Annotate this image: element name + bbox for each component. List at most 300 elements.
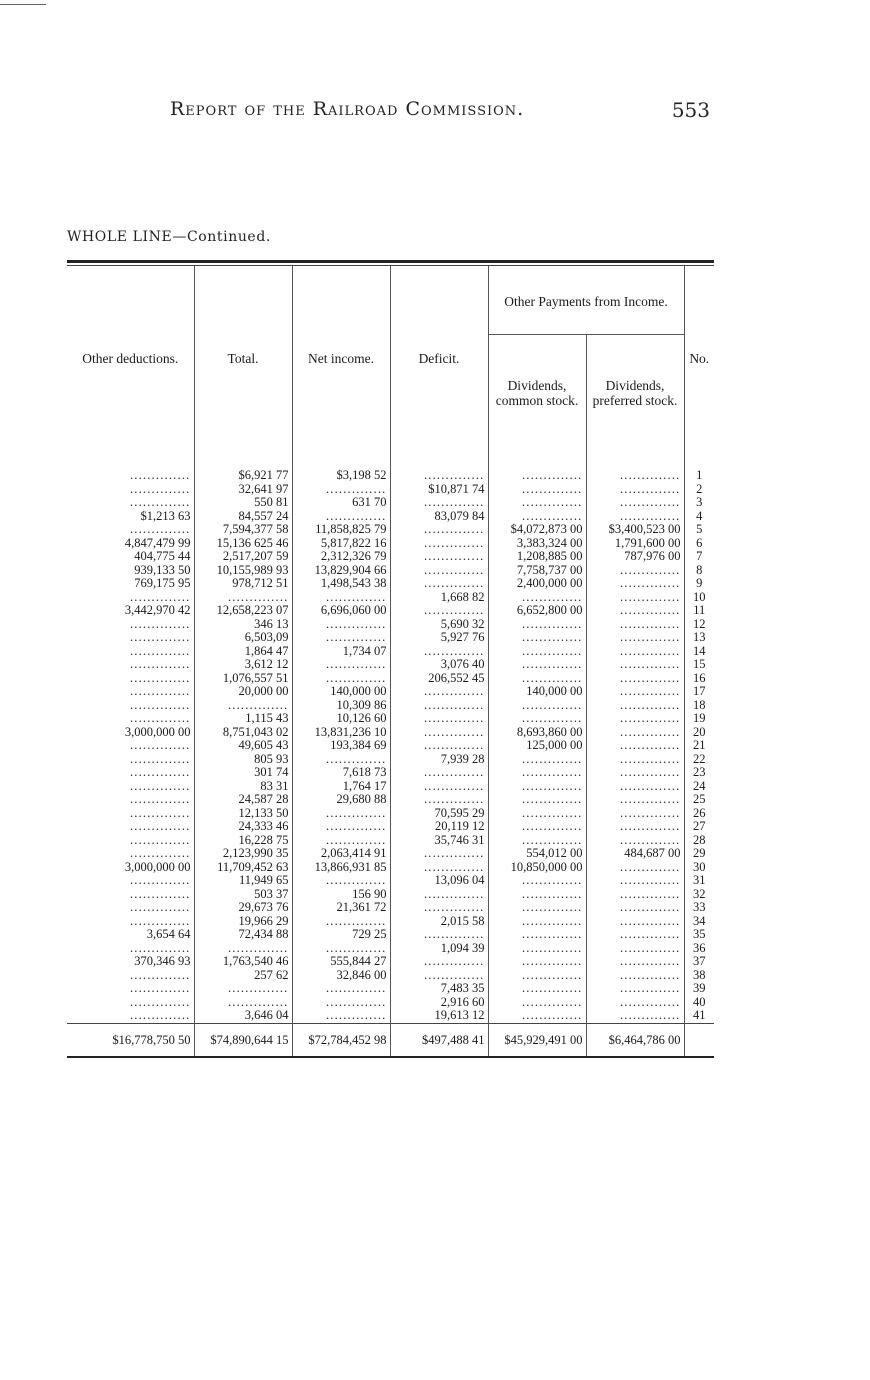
table-row xyxy=(67,780,714,794)
cell-net-income xyxy=(292,807,390,821)
cell-other-deductions xyxy=(67,451,194,483)
cell-total: 32,641 97 xyxy=(194,483,292,497)
cell-deficit xyxy=(390,739,488,753)
table-row xyxy=(67,834,714,848)
cell-total: 3,612 12 xyxy=(194,658,292,672)
header-total: Total. xyxy=(194,266,292,451)
cell-deficit xyxy=(390,604,488,618)
cell-other-deductions: 769,175 95 xyxy=(67,577,194,591)
page-number: 553 xyxy=(671,98,710,122)
cell-dividends-common: 1,208,885 00 xyxy=(488,550,586,564)
leader-dots: .............. xyxy=(619,590,681,604)
header-dividends-common: Dividends, common stock. xyxy=(488,335,586,452)
cell-deficit xyxy=(390,550,488,564)
cell-other-deductions xyxy=(67,1009,194,1023)
cell-other-deductions xyxy=(67,685,194,699)
cell-deficit: 2,916 60 xyxy=(390,996,488,1010)
cell-no: 5 xyxy=(696,523,703,536)
leader-dots: .............. xyxy=(619,806,681,820)
leader-dots: .............. xyxy=(619,820,681,833)
cell-dividends-common: 554,012 00 xyxy=(488,847,586,861)
cell-dividends-preferred xyxy=(586,510,684,524)
leader-dots: .............. xyxy=(129,779,191,793)
table-row xyxy=(67,1009,714,1023)
cell-deficit xyxy=(390,451,488,483)
cell-dividends-preferred xyxy=(586,645,684,659)
leader-dots: .............. xyxy=(129,468,191,482)
cell-total: 6,503,09 xyxy=(194,631,292,645)
leader-dots: .............. xyxy=(325,617,387,631)
cell-net-income: 13,831,236 10 xyxy=(292,726,390,740)
cell-dividends-common xyxy=(488,618,586,632)
cell-net-income xyxy=(292,658,390,672)
cell-no: 21 xyxy=(693,739,706,752)
leader-dots: .............. xyxy=(521,631,583,644)
cell-deficit xyxy=(390,955,488,969)
leader-dots: .............. xyxy=(423,860,485,874)
cell-no: 17 xyxy=(693,685,706,698)
cell-dividends-preferred xyxy=(586,996,684,1010)
cell-no: 40 xyxy=(693,995,706,1009)
total-dividends-preferred: $6,464,786 00 xyxy=(586,1023,684,1056)
cell-total: 15,136 625 46 xyxy=(194,537,292,551)
cell-dividends-common xyxy=(488,712,586,726)
cell-no: 16 xyxy=(693,671,706,685)
cell-total: 7,594,377 58 xyxy=(194,523,292,537)
cell-total xyxy=(194,699,292,713)
leader-dots: .............. xyxy=(423,536,485,550)
leader-dots: .............. xyxy=(129,847,191,860)
cell-dividends-common xyxy=(488,780,586,794)
cell-net-income: 5,817,822 16 xyxy=(292,537,390,551)
cell-dividends-preferred xyxy=(586,685,684,699)
cell-deficit: 206,552 45 xyxy=(390,672,488,686)
leader-dots: .............. xyxy=(129,685,191,698)
cell-net-income: 2,312,326 79 xyxy=(292,550,390,564)
cell-total: 12,133 50 xyxy=(194,807,292,821)
cell-total: 3,646 04 xyxy=(194,1009,292,1023)
cell-deficit xyxy=(390,496,488,510)
leader-dots: .............. xyxy=(619,779,681,793)
cell-other-deductions: 3,654 64 xyxy=(67,928,194,942)
table-row xyxy=(67,928,714,942)
cell-deficit: 7,939 28 xyxy=(390,753,488,767)
header-dividends-preferred: Dividends, preferred stock. xyxy=(586,335,684,452)
table-row xyxy=(67,861,714,875)
cell-total: 11,709,452 63 xyxy=(194,861,292,875)
cell-no: 14 xyxy=(693,644,706,658)
leader-dots: .............. xyxy=(325,820,387,833)
cell-dividends-common xyxy=(488,834,586,848)
cell-no: 24 xyxy=(693,779,706,793)
leader-dots: .............. xyxy=(521,901,583,914)
table-row xyxy=(67,631,714,645)
cell-total: 1,115 43 xyxy=(194,712,292,726)
cell-deficit xyxy=(390,712,488,726)
cell-net-income xyxy=(292,982,390,996)
table-row xyxy=(67,982,714,996)
cell-other-deductions xyxy=(67,739,194,753)
leader-dots: .............. xyxy=(129,631,191,644)
leader-dots: .............. xyxy=(325,982,387,995)
cell-dividends-preferred xyxy=(586,591,684,605)
table-row xyxy=(67,496,714,510)
cell-no: 33 xyxy=(693,901,706,914)
leader-dots: .............. xyxy=(423,604,485,617)
cell-dividends-common: 8,693,860 00 xyxy=(488,726,586,740)
leader-dots: .............. xyxy=(521,617,583,631)
cell-net-income: 7,618 73 xyxy=(292,766,390,780)
leader-dots: .............. xyxy=(423,847,485,860)
cell-other-deductions xyxy=(67,699,194,713)
leader-dots: .............. xyxy=(129,739,191,752)
total-deficit: $497,488 41 xyxy=(390,1023,488,1056)
leader-dots: .............. xyxy=(423,725,485,739)
total-dividends-common: $45,929,491 00 xyxy=(488,1023,586,1056)
cell-dividends-preferred xyxy=(586,807,684,821)
cell-net-income: 13,866,931 85 xyxy=(292,861,390,875)
table-row xyxy=(67,739,714,753)
table-row xyxy=(67,996,714,1010)
leader-dots: .............. xyxy=(619,577,681,590)
cell-deficit xyxy=(390,969,488,983)
leader-dots: .............. xyxy=(521,779,583,793)
leader-dots: .............. xyxy=(129,617,191,631)
leader-dots: .............. xyxy=(619,833,681,847)
leader-dots: .............. xyxy=(619,671,681,685)
leader-dots: .............. xyxy=(129,793,191,806)
cell-total: 12,658,223 07 xyxy=(194,604,292,618)
cell-no: 25 xyxy=(693,793,706,806)
cell-deficit: 1,094 39 xyxy=(390,942,488,956)
cell-no: 4 xyxy=(696,509,703,523)
cell-dividends-common xyxy=(488,807,586,821)
leader-dots: .............. xyxy=(521,914,583,928)
cell-no: 28 xyxy=(693,833,706,847)
table-row xyxy=(67,658,714,672)
cell-dividends-preferred xyxy=(586,1009,684,1023)
table-row xyxy=(67,753,714,767)
leader-dots: .............. xyxy=(423,968,485,982)
leader-dots: .............. xyxy=(619,482,681,496)
leader-dots: .............. xyxy=(619,982,681,995)
cell-net-income xyxy=(292,483,390,497)
cell-no: 19 xyxy=(693,712,706,725)
cell-no: 39 xyxy=(693,982,706,995)
cell-total: 83 31 xyxy=(194,780,292,794)
cell-other-deductions xyxy=(67,591,194,605)
leader-dots: .............. xyxy=(325,658,387,671)
cell-total: 805 93 xyxy=(194,753,292,767)
cell-no: 20 xyxy=(693,725,706,739)
leader-dots: .............. xyxy=(619,752,681,766)
cell-dividends-preferred xyxy=(586,780,684,794)
cell-net-income: 140,000 00 xyxy=(292,685,390,699)
cell-other-deductions xyxy=(67,820,194,834)
leader-dots: .............. xyxy=(129,644,191,658)
cell-total xyxy=(194,942,292,956)
leader-dots: .............. xyxy=(619,658,681,671)
leader-dots: .............. xyxy=(325,995,387,1009)
cell-dividends-preferred xyxy=(586,564,684,578)
cell-no: 1 xyxy=(696,468,703,482)
cell-dividends-common xyxy=(488,483,586,497)
leader-dots: .............. xyxy=(521,995,583,1009)
cell-dividends-preferred xyxy=(586,753,684,767)
cell-deficit xyxy=(390,847,488,861)
cell-dividends-preferred: 484,687 00 xyxy=(586,847,684,861)
cell-other-deductions: 4,847,479 99 xyxy=(67,537,194,551)
cell-other-deductions xyxy=(67,645,194,659)
cell-deficit xyxy=(390,645,488,659)
cell-total xyxy=(194,996,292,1010)
table-row xyxy=(67,685,714,699)
cell-total: 20,000 00 xyxy=(194,685,292,699)
table-body xyxy=(67,451,714,1023)
cell-dividends-common xyxy=(488,672,586,686)
cell-net-income xyxy=(292,510,390,524)
leader-dots: .............. xyxy=(521,968,583,982)
cell-total: 24,333 46 xyxy=(194,820,292,834)
cell-total: 19,966 29 xyxy=(194,915,292,929)
table-row xyxy=(67,451,714,483)
cell-dividends-common xyxy=(488,658,586,672)
cell-deficit xyxy=(390,537,488,551)
cell-dividends-preferred: 1,791,600 00 xyxy=(586,537,684,551)
leader-dots: .............. xyxy=(619,887,681,901)
cell-net-income: 6,696,060 00 xyxy=(292,604,390,618)
cell-net-income: 1,734 07 xyxy=(292,645,390,659)
cell-no: 11 xyxy=(693,604,706,617)
cell-deficit: 1,668 82 xyxy=(390,591,488,605)
leader-dots: .............. xyxy=(129,658,191,671)
cell-other-deductions xyxy=(67,523,194,537)
cell-other-deductions: 3,000,000 00 xyxy=(67,861,194,875)
cell-deficit xyxy=(390,793,488,807)
cell-total: 1,864 47 xyxy=(194,645,292,659)
cell-deficit xyxy=(390,685,488,699)
cell-total: 2,517,207 59 xyxy=(194,550,292,564)
header-no: No. xyxy=(689,351,710,366)
leader-dots: .............. xyxy=(325,874,387,887)
leader-dots: .............. xyxy=(423,955,485,968)
cell-no: 12 xyxy=(693,617,706,631)
leader-dots: .............. xyxy=(227,941,289,955)
cell-dividends-preferred xyxy=(586,604,684,618)
cell-no: 31 xyxy=(693,874,706,887)
leader-dots: .............. xyxy=(619,468,681,482)
cell-total: 2,123,990 35 xyxy=(194,847,292,861)
leader-dots: .............. xyxy=(129,766,191,779)
cell-dividends-common: 140,000 00 xyxy=(488,685,586,699)
cell-other-deductions xyxy=(67,496,194,510)
leader-dots: .............. xyxy=(129,833,191,847)
cell-net-income xyxy=(292,996,390,1010)
cell-dividends-common xyxy=(488,982,586,996)
cell-other-deductions xyxy=(67,807,194,821)
cell-deficit: 13,096 04 xyxy=(390,874,488,888)
cell-net-income xyxy=(292,753,390,767)
cell-dividends-preferred: $3,400,523 00 xyxy=(586,523,684,537)
cell-dividends-preferred xyxy=(586,712,684,726)
cell-net-income xyxy=(292,834,390,848)
table-row xyxy=(67,942,714,956)
cell-no: 36 xyxy=(693,941,706,955)
cell-other-deductions xyxy=(67,901,194,915)
leader-dots: .............. xyxy=(423,550,485,563)
leader-dots: .............. xyxy=(619,712,681,725)
leader-dots: .............. xyxy=(619,604,681,617)
cell-no: 27 xyxy=(693,820,706,833)
cell-no: 37 xyxy=(693,955,706,968)
leader-dots: .............. xyxy=(423,644,485,658)
table-row xyxy=(67,618,714,632)
leader-dots: .............. xyxy=(619,901,681,914)
leader-dots: .............. xyxy=(521,644,583,658)
cell-no: 13 xyxy=(693,631,706,644)
leader-dots: .............. xyxy=(521,955,583,968)
cell-dividends-common xyxy=(488,820,586,834)
leader-dots: .............. xyxy=(619,698,681,712)
leader-dots: .............. xyxy=(619,617,681,631)
cell-dividends-preferred xyxy=(586,888,684,902)
cell-deficit: 5,927 76 xyxy=(390,631,488,645)
cell-other-deductions xyxy=(67,874,194,888)
table-row xyxy=(67,793,714,807)
cell-no: 7 xyxy=(696,550,703,563)
cell-total: 10,155,989 93 xyxy=(194,564,292,578)
cell-dividends-common xyxy=(488,874,586,888)
cell-total: 1,076,557 51 xyxy=(194,672,292,686)
leader-dots: .............. xyxy=(129,496,191,509)
cell-other-deductions xyxy=(67,888,194,902)
leader-dots: .............. xyxy=(521,766,583,779)
table-top-rule xyxy=(67,260,714,263)
cell-dividends-preferred xyxy=(586,915,684,929)
cell-dividends-preferred xyxy=(586,901,684,915)
leader-dots: .............. xyxy=(129,820,191,833)
leader-dots: .............. xyxy=(619,1009,681,1022)
cell-dividends-common: 3,383,324 00 xyxy=(488,537,586,551)
cell-dividends-common xyxy=(488,631,586,645)
table-row xyxy=(67,577,714,591)
cell-net-income xyxy=(292,1009,390,1023)
cell-other-deductions xyxy=(67,658,194,672)
cell-total: 11,949 65 xyxy=(194,874,292,888)
cell-other-deductions xyxy=(67,672,194,686)
leader-dots: .............. xyxy=(521,833,583,847)
cell-dividends-preferred xyxy=(586,658,684,672)
leader-dots: .............. xyxy=(521,590,583,604)
leader-dots: .............. xyxy=(129,968,191,982)
cell-dividends-preferred xyxy=(586,820,684,834)
cell-total: 257 62 xyxy=(194,969,292,983)
leader-dots: .............. xyxy=(227,982,289,995)
leader-dots: .............. xyxy=(129,712,191,725)
income-table xyxy=(67,266,714,1056)
cell-total: 1,763,540 46 xyxy=(194,955,292,969)
table-row xyxy=(67,820,714,834)
table-row xyxy=(67,483,714,497)
cell-dividends-preferred xyxy=(586,631,684,645)
cell-deficit xyxy=(390,699,488,713)
cell-deficit: 3,076 40 xyxy=(390,658,488,672)
cell-total xyxy=(194,982,292,996)
cell-net-income xyxy=(292,631,390,645)
cell-dividends-common xyxy=(488,901,586,915)
cell-dividends-common xyxy=(488,996,586,1010)
cell-other-deductions xyxy=(67,712,194,726)
leader-dots: .............. xyxy=(423,739,485,752)
cell-dividends-common xyxy=(488,645,586,659)
cell-no: 34 xyxy=(693,914,706,928)
cell-deficit: 2,015 58 xyxy=(390,915,488,929)
cell-deficit: 20,119 12 xyxy=(390,820,488,834)
cell-deficit: 35,746 31 xyxy=(390,834,488,848)
cell-dividends-preferred xyxy=(586,955,684,969)
table-row xyxy=(67,955,714,969)
running-head xyxy=(170,98,710,120)
table-row xyxy=(67,564,714,578)
leader-dots: .............. xyxy=(423,685,485,698)
leader-dots: .............. xyxy=(129,806,191,820)
leader-dots: .............. xyxy=(423,577,485,590)
leader-dots: .............. xyxy=(521,1009,583,1022)
cell-dividends-preferred xyxy=(586,726,684,740)
leader-dots: .............. xyxy=(129,901,191,914)
table-row xyxy=(67,672,714,686)
leader-dots: .............. xyxy=(521,941,583,955)
cell-net-income: 555,844 27 xyxy=(292,955,390,969)
cell-net-income: 1,764 17 xyxy=(292,780,390,794)
cell-no: 30 xyxy=(693,860,706,874)
cell-dividends-common xyxy=(488,969,586,983)
table-row xyxy=(67,726,714,740)
cell-deficit: 7,483 35 xyxy=(390,982,488,996)
cell-other-deductions xyxy=(67,793,194,807)
leader-dots: .............. xyxy=(129,523,191,536)
leader-dots: .............. xyxy=(227,698,289,712)
leader-dots: .............. xyxy=(521,874,583,887)
table-row xyxy=(67,901,714,915)
cell-other-deductions xyxy=(67,618,194,632)
leader-dots: .............. xyxy=(129,671,191,685)
cell-no: 18 xyxy=(693,698,706,712)
leader-dots: .............. xyxy=(423,793,485,806)
cell-deficit: 5,690 32 xyxy=(390,618,488,632)
cell-other-deductions xyxy=(67,969,194,983)
table-row xyxy=(67,537,714,551)
cell-deficit xyxy=(390,766,488,780)
cell-total: 24,587 28 xyxy=(194,793,292,807)
leader-dots: .............. xyxy=(521,887,583,901)
cell-net-income: 193,384 69 xyxy=(292,739,390,753)
leader-dots: .............. xyxy=(325,590,387,604)
leader-dots: .............. xyxy=(423,468,485,482)
cell-dividends-common xyxy=(488,591,586,605)
cell-dividends-common: 7,758,737 00 xyxy=(488,564,586,578)
cell-no: 23 xyxy=(693,766,706,779)
leader-dots: .............. xyxy=(423,779,485,793)
cell-other-deductions xyxy=(67,996,194,1010)
table-row xyxy=(67,712,714,726)
leader-dots: .............. xyxy=(521,712,583,725)
leader-dots: .............. xyxy=(521,658,583,671)
cell-total: $6,921 77 xyxy=(194,451,292,483)
cell-dividends-preferred xyxy=(586,928,684,942)
cell-dividends-common xyxy=(488,942,586,956)
leader-dots: .............. xyxy=(619,928,681,941)
